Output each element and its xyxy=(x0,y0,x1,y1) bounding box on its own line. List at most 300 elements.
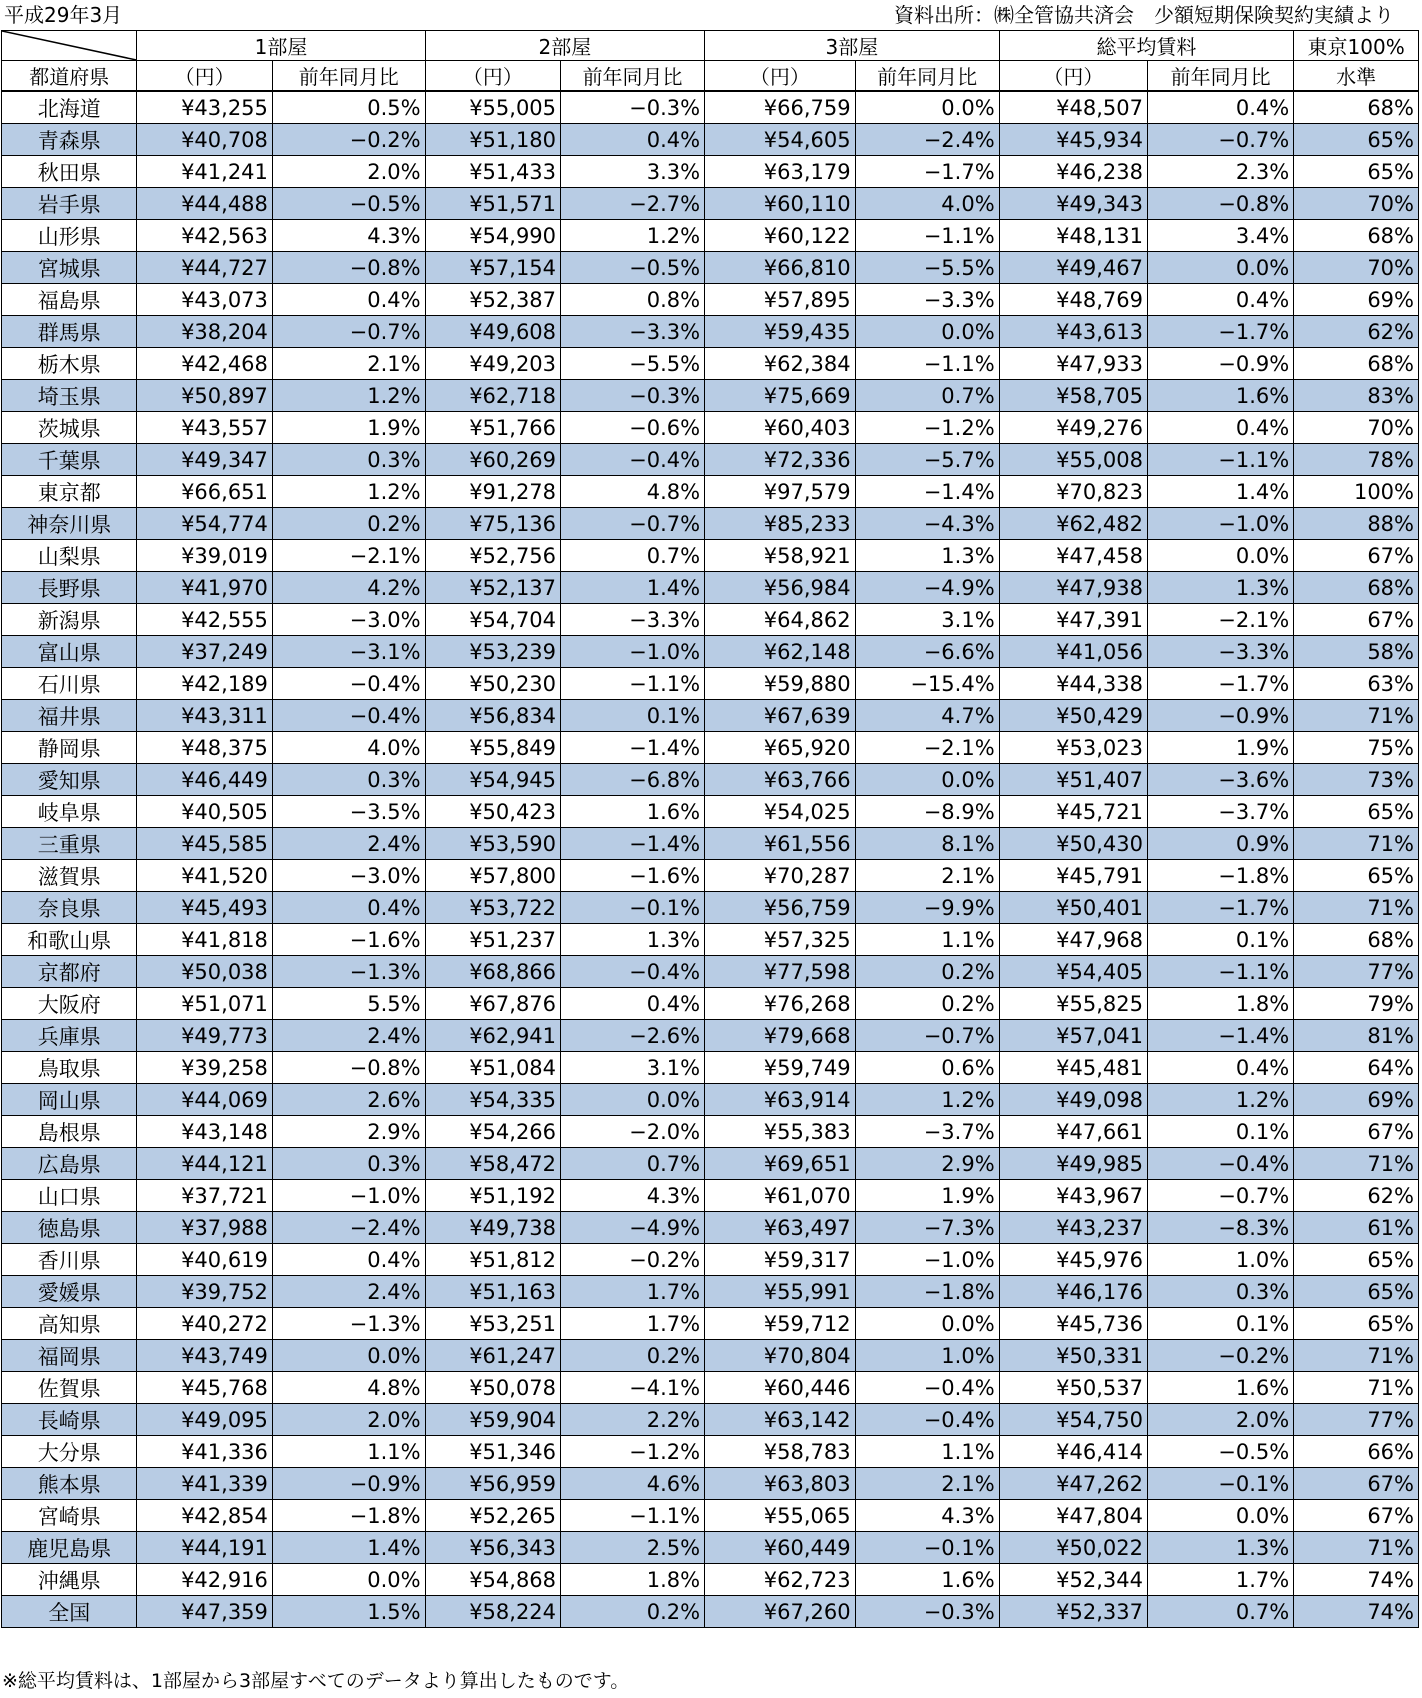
rent-average-cell: ¥50,401 xyxy=(999,892,1147,924)
yoy-2room-cell: −6.8% xyxy=(561,764,705,796)
rent-average-cell: ¥50,537 xyxy=(999,1372,1147,1404)
table-row xyxy=(2,1244,1419,1276)
tokyo-level-cell: 67% xyxy=(1294,1500,1419,1532)
yoy-2room-cell: 0.8% xyxy=(561,284,705,316)
tokyo-level-cell: 75% xyxy=(1294,732,1419,764)
tokyo-level-cell: 70% xyxy=(1294,252,1419,284)
rent-2room-cell: ¥51,084 xyxy=(425,1052,560,1084)
rent-3room-cell: ¥65,920 xyxy=(705,732,856,764)
rent-3room-cell: ¥59,317 xyxy=(705,1244,856,1276)
yoy-1room-cell: −1.8% xyxy=(272,1500,425,1532)
yoy-2room-cell: 0.0% xyxy=(561,1084,705,1116)
yoy-3room-cell: 1.1% xyxy=(855,924,999,956)
rent-2room-cell: ¥62,718 xyxy=(425,380,560,412)
rent-2room-cell: ¥54,266 xyxy=(425,1116,560,1148)
yoy-2room-cell: 0.2% xyxy=(561,1340,705,1372)
table-row xyxy=(2,1596,1419,1628)
yoy-2room-cell: 4.8% xyxy=(561,476,705,508)
rent-2room-cell: ¥54,945 xyxy=(425,764,560,796)
table-row xyxy=(2,1532,1419,1564)
yoy-1room-cell: −3.0% xyxy=(272,604,425,636)
yoy-3room-cell: 0.0% xyxy=(855,316,999,348)
rent-average-cell: ¥46,238 xyxy=(999,156,1147,188)
rent-2room-cell: ¥52,756 xyxy=(425,540,560,572)
table-row xyxy=(2,348,1419,380)
rent-2room-cell: ¥52,387 xyxy=(425,284,560,316)
yoy-2room-cell: −0.5% xyxy=(561,252,705,284)
rent-2room-cell: ¥56,959 xyxy=(425,1468,560,1500)
rent-1room-cell: ¥45,768 xyxy=(137,1372,272,1404)
yoy-average-cell: −1.0% xyxy=(1148,508,1294,540)
rent-average-cell: ¥49,098 xyxy=(999,1084,1147,1116)
rent-1room-cell: ¥66,651 xyxy=(137,476,272,508)
rent-1room-cell: ¥41,241 xyxy=(137,156,272,188)
rent-3room-cell: ¥64,862 xyxy=(705,604,856,636)
tokyo-level-cell: 62% xyxy=(1294,316,1419,348)
yoy-3room-cell: 0.7% xyxy=(855,380,999,412)
rent-3room-cell: ¥57,895 xyxy=(705,284,856,316)
table-row xyxy=(2,1372,1419,1404)
rent-3room-cell: ¥60,110 xyxy=(705,188,856,220)
rent-average-cell: ¥45,976 xyxy=(999,1244,1147,1276)
rent-1room-cell: ¥42,854 xyxy=(137,1500,272,1532)
rent-3room-cell: ¥67,260 xyxy=(705,1596,856,1628)
yoy-1room-cell: −0.9% xyxy=(272,1468,425,1500)
prefecture-cell: 千葉県 xyxy=(2,444,137,476)
rent-average-cell: ¥49,343 xyxy=(999,188,1147,220)
yoy-average-cell: −1.4% xyxy=(1148,1020,1294,1052)
yoy-1room-cell: −0.8% xyxy=(272,252,425,284)
tokyo-level-cell: 69% xyxy=(1294,284,1419,316)
yoy-1room-cell: −1.3% xyxy=(272,1308,425,1340)
yoy-1room-cell: 5.5% xyxy=(272,988,425,1020)
rent-1room-cell: ¥43,255 xyxy=(137,91,272,124)
rent-1room-cell: ¥43,557 xyxy=(137,412,272,444)
yoy-average-cell: −1.7% xyxy=(1148,892,1294,924)
tokyo-level-cell: 74% xyxy=(1294,1596,1419,1628)
tokyo-level-cell: 65% xyxy=(1294,860,1419,892)
rent-1room-cell: ¥43,148 xyxy=(137,1116,272,1148)
yoy-2room-cell: −0.1% xyxy=(561,892,705,924)
rent-1room-cell: ¥54,774 xyxy=(137,508,272,540)
group-1room: 1部屋 xyxy=(137,31,425,61)
yoy-2room-cell: −1.2% xyxy=(561,1436,705,1468)
tokyo-level-cell: 73% xyxy=(1294,764,1419,796)
rent-3room-cell: ¥67,639 xyxy=(705,700,856,732)
tokyo-level-cell: 67% xyxy=(1294,1116,1419,1148)
yoy-average-cell: 0.9% xyxy=(1148,828,1294,860)
tokyo-level-cell: 81% xyxy=(1294,1020,1419,1052)
yoy-2room-cell: −1.4% xyxy=(561,732,705,764)
rent-2room-cell: ¥53,251 xyxy=(425,1308,560,1340)
yoy-3room-cell: 1.9% xyxy=(855,1180,999,1212)
prefecture-cell: 宮城県 xyxy=(2,252,137,284)
yoy-3room-cell: 8.1% xyxy=(855,828,999,860)
rent-1room-cell: ¥39,258 xyxy=(137,1052,272,1084)
table-row xyxy=(2,604,1419,636)
rent-average-cell: ¥44,338 xyxy=(999,668,1147,700)
tokyo-level-cell: 65% xyxy=(1294,1276,1419,1308)
rent-average-cell: ¥45,721 xyxy=(999,796,1147,828)
rent-average-cell: ¥49,276 xyxy=(999,412,1147,444)
rent-3room-cell: ¥56,984 xyxy=(705,572,856,604)
table-row xyxy=(2,924,1419,956)
yoy-2room-cell: 1.2% xyxy=(561,220,705,252)
yoy-2room-cell: 2.2% xyxy=(561,1404,705,1436)
yoy-2room-cell: 1.4% xyxy=(561,572,705,604)
rent-3room-cell: ¥59,435 xyxy=(705,316,856,348)
yoy-average-cell: 2.3% xyxy=(1148,156,1294,188)
yoy-3room-cell: −1.2% xyxy=(855,412,999,444)
rent-3room-cell: ¥72,336 xyxy=(705,444,856,476)
rent-2room-cell: ¥50,078 xyxy=(425,1372,560,1404)
rent-average-cell: ¥50,331 xyxy=(999,1340,1147,1372)
yoy-3room-cell: 2.9% xyxy=(855,1148,999,1180)
table-row xyxy=(2,316,1419,348)
yoy-2room-cell: 1.6% xyxy=(561,796,705,828)
report-date: 平成29年3月 xyxy=(4,3,123,27)
rent-2room-cell: ¥68,866 xyxy=(425,956,560,988)
table-row xyxy=(2,892,1419,924)
yoy-average-cell: −8.3% xyxy=(1148,1212,1294,1244)
rent-1room-cell: ¥40,505 xyxy=(137,796,272,828)
rent-average-cell: ¥53,023 xyxy=(999,732,1147,764)
rent-average-cell: ¥54,750 xyxy=(999,1404,1147,1436)
yoy-average-cell: −0.4% xyxy=(1148,1148,1294,1180)
rent-average-cell: ¥48,507 xyxy=(999,91,1147,124)
yoy-3room-cell: 0.2% xyxy=(855,988,999,1020)
yoy-2room-cell: −3.3% xyxy=(561,316,705,348)
tokyo-level-cell: 88% xyxy=(1294,508,1419,540)
rent-3room-cell: ¥55,383 xyxy=(705,1116,856,1148)
yoy-average-cell: −1.7% xyxy=(1148,668,1294,700)
yoy-average-cell: −0.8% xyxy=(1148,188,1294,220)
rent-3room-cell: ¥70,287 xyxy=(705,860,856,892)
rent-1room-cell: ¥44,121 xyxy=(137,1148,272,1180)
yoy-1room-cell: −2.1% xyxy=(272,540,425,572)
rent-average-cell: ¥48,769 xyxy=(999,284,1147,316)
table-row xyxy=(2,796,1419,828)
yoy-3room-cell: −1.7% xyxy=(855,156,999,188)
yoy-2room-cell: −2.0% xyxy=(561,1116,705,1148)
table-row xyxy=(2,1116,1419,1148)
table-row xyxy=(2,1340,1419,1372)
prefecture-cell: 神奈川県 xyxy=(2,508,137,540)
yoy-1room-cell: −1.0% xyxy=(272,1180,425,1212)
prefecture-cell: 富山県 xyxy=(2,636,137,668)
yoy-2room-cell: −4.1% xyxy=(561,1372,705,1404)
yoy-2room-cell: 0.4% xyxy=(561,124,705,156)
table-row xyxy=(2,91,1419,124)
yoy-average-cell: −2.1% xyxy=(1148,604,1294,636)
yoy-1room-cell: −3.5% xyxy=(272,796,425,828)
yoy-3room-cell: −3.3% xyxy=(855,284,999,316)
yoy-3room-cell: 4.3% xyxy=(855,1500,999,1532)
yoy-3room-cell: −4.3% xyxy=(855,508,999,540)
yoy-3room-cell: 2.1% xyxy=(855,1468,999,1500)
yoy-average-cell: 0.1% xyxy=(1148,1116,1294,1148)
group-average: 総平均賃料 xyxy=(999,31,1294,61)
rent-2room-cell: ¥50,230 xyxy=(425,668,560,700)
rent-average-cell: ¥43,613 xyxy=(999,316,1147,348)
yoy-3room-cell: −9.9% xyxy=(855,892,999,924)
yoy-3room-cell: −0.3% xyxy=(855,1596,999,1628)
rent-1room-cell: ¥41,339 xyxy=(137,1468,272,1500)
yoy-average-cell: 0.3% xyxy=(1148,1276,1294,1308)
rent-1room-cell: ¥49,347 xyxy=(137,444,272,476)
yoy-3room-cell: −2.4% xyxy=(855,124,999,156)
yoy-3room-cell: −0.4% xyxy=(855,1372,999,1404)
col-1room-yen: （円） xyxy=(137,61,272,92)
yoy-1room-cell: 0.3% xyxy=(272,444,425,476)
prefecture-cell: 長野県 xyxy=(2,572,137,604)
rent-average-cell: ¥45,791 xyxy=(999,860,1147,892)
col-2room-yoy: 前年同月比 xyxy=(561,61,705,92)
tokyo-level-cell: 64% xyxy=(1294,1052,1419,1084)
rent-1room-cell: ¥50,897 xyxy=(137,380,272,412)
yoy-1room-cell: 0.4% xyxy=(272,1244,425,1276)
tokyo-level-cell: 65% xyxy=(1294,1308,1419,1340)
rent-2room-cell: ¥53,590 xyxy=(425,828,560,860)
yoy-2room-cell: 1.7% xyxy=(561,1308,705,1340)
rent-1room-cell: ¥43,073 xyxy=(137,284,272,316)
rent-average-cell: ¥57,041 xyxy=(999,1020,1147,1052)
yoy-average-cell: −1.8% xyxy=(1148,860,1294,892)
rent-1room-cell: ¥40,272 xyxy=(137,1308,272,1340)
prefecture-cell: 岩手県 xyxy=(2,188,137,220)
yoy-3room-cell: −5.5% xyxy=(855,252,999,284)
yoy-1room-cell: 1.1% xyxy=(272,1436,425,1468)
yoy-1room-cell: 0.3% xyxy=(272,1148,425,1180)
rent-2room-cell: ¥56,834 xyxy=(425,700,560,732)
rent-average-cell: ¥49,467 xyxy=(999,252,1147,284)
prefecture-cell: 和歌山県 xyxy=(2,924,137,956)
yoy-average-cell: −0.7% xyxy=(1148,1180,1294,1212)
table-row xyxy=(2,444,1419,476)
rent-2room-cell: ¥49,203 xyxy=(425,348,560,380)
rent-average-cell: ¥52,344 xyxy=(999,1564,1147,1596)
tokyo-level-cell: 68% xyxy=(1294,91,1419,124)
tokyo-level-cell: 71% xyxy=(1294,1148,1419,1180)
rent-average-cell: ¥45,736 xyxy=(999,1308,1147,1340)
rent-2room-cell: ¥52,265 xyxy=(425,1500,560,1532)
yoy-1room-cell: 4.2% xyxy=(272,572,425,604)
rent-1room-cell: ¥49,773 xyxy=(137,1020,272,1052)
yoy-1room-cell: 2.0% xyxy=(272,1404,425,1436)
yoy-1room-cell: 0.2% xyxy=(272,508,425,540)
yoy-3room-cell: −1.4% xyxy=(855,476,999,508)
rent-average-cell: ¥47,391 xyxy=(999,604,1147,636)
rent-3room-cell: ¥63,179 xyxy=(705,156,856,188)
yoy-average-cell: 2.0% xyxy=(1148,1404,1294,1436)
rent-3room-cell: ¥63,914 xyxy=(705,1084,856,1116)
table-row xyxy=(2,1276,1419,1308)
rent-1room-cell: ¥41,520 xyxy=(137,860,272,892)
yoy-3room-cell: 1.6% xyxy=(855,1564,999,1596)
yoy-2room-cell: −1.6% xyxy=(561,860,705,892)
table-row xyxy=(2,1180,1419,1212)
yoy-average-cell: −3.6% xyxy=(1148,764,1294,796)
rent-2room-cell: ¥53,722 xyxy=(425,892,560,924)
header-row-columns xyxy=(2,61,1419,92)
tokyo-level-cell: 68% xyxy=(1294,348,1419,380)
rent-3room-cell: ¥66,810 xyxy=(705,252,856,284)
rent-3room-cell: ¥60,122 xyxy=(705,220,856,252)
yoy-1room-cell: −2.4% xyxy=(272,1212,425,1244)
yoy-1room-cell: 0.4% xyxy=(272,284,425,316)
tokyo-level-cell: 100% xyxy=(1294,476,1419,508)
yoy-1room-cell: −1.6% xyxy=(272,924,425,956)
rent-1room-cell: ¥44,069 xyxy=(137,1084,272,1116)
yoy-1room-cell: −1.3% xyxy=(272,956,425,988)
rent-2room-cell: ¥51,192 xyxy=(425,1180,560,1212)
rent-1room-cell: ¥41,970 xyxy=(137,572,272,604)
yoy-average-cell: 1.3% xyxy=(1148,1532,1294,1564)
yoy-average-cell: −0.2% xyxy=(1148,1340,1294,1372)
rent-3room-cell: ¥54,605 xyxy=(705,124,856,156)
rent-average-cell: ¥47,262 xyxy=(999,1468,1147,1500)
prefecture-cell: 岡山県 xyxy=(2,1084,137,1116)
yoy-average-cell: 1.6% xyxy=(1148,1372,1294,1404)
prefecture-cell: 福島県 xyxy=(2,284,137,316)
rent-1room-cell: ¥49,095 xyxy=(137,1404,272,1436)
rent-2room-cell: ¥67,876 xyxy=(425,988,560,1020)
yoy-3room-cell: −1.1% xyxy=(855,348,999,380)
rent-1room-cell: ¥45,493 xyxy=(137,892,272,924)
yoy-1room-cell: 4.0% xyxy=(272,732,425,764)
rent-2room-cell: ¥51,180 xyxy=(425,124,560,156)
tokyo-level-cell: 71% xyxy=(1294,892,1419,924)
rent-3room-cell: ¥77,598 xyxy=(705,956,856,988)
yoy-2room-cell: −1.0% xyxy=(561,636,705,668)
prefecture-cell: 福井県 xyxy=(2,700,137,732)
rent-3room-cell: ¥55,065 xyxy=(705,1500,856,1532)
yoy-1room-cell: −0.2% xyxy=(272,124,425,156)
table-row xyxy=(2,1212,1419,1244)
tokyo-level-cell: 61% xyxy=(1294,1212,1419,1244)
rent-2room-cell: ¥58,224 xyxy=(425,1596,560,1628)
yoy-3room-cell: 4.0% xyxy=(855,188,999,220)
tokyo-level-cell: 58% xyxy=(1294,636,1419,668)
rent-3room-cell: ¥59,749 xyxy=(705,1052,856,1084)
yoy-3room-cell: 0.6% xyxy=(855,1052,999,1084)
yoy-3room-cell: −7.3% xyxy=(855,1212,999,1244)
yoy-1room-cell: 1.9% xyxy=(272,412,425,444)
rent-average-cell: ¥48,131 xyxy=(999,220,1147,252)
table-row xyxy=(2,124,1419,156)
yoy-3room-cell: 3.1% xyxy=(855,604,999,636)
prefecture-cell: 山形県 xyxy=(2,220,137,252)
rent-3room-cell: ¥60,446 xyxy=(705,1372,856,1404)
yoy-average-cell: 1.7% xyxy=(1148,1564,1294,1596)
yoy-1room-cell: 4.8% xyxy=(272,1372,425,1404)
yoy-3room-cell: 1.2% xyxy=(855,1084,999,1116)
yoy-3room-cell: −0.1% xyxy=(855,1532,999,1564)
table-row xyxy=(2,764,1419,796)
tokyo-level-cell: 65% xyxy=(1294,796,1419,828)
rent-1room-cell: ¥44,727 xyxy=(137,252,272,284)
rent-average-cell: ¥47,661 xyxy=(999,1116,1147,1148)
rent-average-cell: ¥70,823 xyxy=(999,476,1147,508)
rent-2room-cell: ¥51,433 xyxy=(425,156,560,188)
prefecture-cell: 茨城県 xyxy=(2,412,137,444)
yoy-2room-cell: −1.1% xyxy=(561,668,705,700)
tokyo-level-cell: 62% xyxy=(1294,1180,1419,1212)
rent-1room-cell: ¥37,249 xyxy=(137,636,272,668)
yoy-1room-cell: 1.4% xyxy=(272,1532,425,1564)
rent-average-cell: ¥45,934 xyxy=(999,124,1147,156)
yoy-average-cell: 1.4% xyxy=(1148,476,1294,508)
yoy-2room-cell: 0.7% xyxy=(561,1148,705,1180)
yoy-1room-cell: 2.4% xyxy=(272,1020,425,1052)
footnote: ※総平均賃料は、1部屋から3部屋すべてのデータより算出したものです。 xyxy=(2,1670,630,1692)
col-3room-yoy: 前年同月比 xyxy=(855,61,999,92)
yoy-3room-cell: 0.2% xyxy=(855,956,999,988)
yoy-3room-cell: −1.8% xyxy=(855,1276,999,1308)
yoy-average-cell: −3.3% xyxy=(1148,636,1294,668)
prefecture-cell: 沖縄県 xyxy=(2,1564,137,1596)
tokyo-level-cell: 68% xyxy=(1294,220,1419,252)
tokyo-level-cell: 78% xyxy=(1294,444,1419,476)
yoy-average-cell: −3.7% xyxy=(1148,796,1294,828)
table-row xyxy=(2,1148,1419,1180)
yoy-1room-cell: −0.7% xyxy=(272,316,425,348)
rent-2room-cell: ¥51,812 xyxy=(425,1244,560,1276)
yoy-3room-cell: −1.0% xyxy=(855,1244,999,1276)
yoy-3room-cell: −6.6% xyxy=(855,636,999,668)
rent-3room-cell: ¥66,759 xyxy=(705,91,856,124)
yoy-2room-cell: 4.6% xyxy=(561,1468,705,1500)
rent-2room-cell: ¥58,472 xyxy=(425,1148,560,1180)
col-prefecture: 都道府県 xyxy=(2,61,137,92)
yoy-2room-cell: 3.3% xyxy=(561,156,705,188)
rent-1room-cell: ¥42,916 xyxy=(137,1564,272,1596)
rent-table xyxy=(1,30,1419,1628)
rent-2room-cell: ¥53,239 xyxy=(425,636,560,668)
table-row xyxy=(2,700,1419,732)
tokyo-level-cell: 71% xyxy=(1294,1340,1419,1372)
yoy-3room-cell: −15.4% xyxy=(855,668,999,700)
yoy-1room-cell: 0.0% xyxy=(272,1340,425,1372)
table-row xyxy=(2,1500,1419,1532)
tokyo-level-cell: 68% xyxy=(1294,924,1419,956)
rent-3room-cell: ¥58,783 xyxy=(705,1436,856,1468)
table-row xyxy=(2,668,1419,700)
tokyo-level-cell: 69% xyxy=(1294,1084,1419,1116)
tokyo-level-cell: 71% xyxy=(1294,828,1419,860)
yoy-1room-cell: 1.5% xyxy=(272,1596,425,1628)
tokyo-level-cell: 77% xyxy=(1294,1404,1419,1436)
rent-2room-cell: ¥50,423 xyxy=(425,796,560,828)
tokyo-level-cell: 65% xyxy=(1294,124,1419,156)
yoy-2room-cell: −0.2% xyxy=(561,1244,705,1276)
yoy-2room-cell: −4.9% xyxy=(561,1212,705,1244)
table-row xyxy=(2,1404,1419,1436)
yoy-average-cell: 0.0% xyxy=(1148,540,1294,572)
prefecture-cell: 埼玉県 xyxy=(2,380,137,412)
rent-1room-cell: ¥42,468 xyxy=(137,348,272,380)
yoy-3room-cell: −8.9% xyxy=(855,796,999,828)
yoy-2room-cell: −3.3% xyxy=(561,604,705,636)
yoy-2room-cell: −0.3% xyxy=(561,91,705,124)
corner-cell xyxy=(2,31,137,61)
rent-1room-cell: ¥51,071 xyxy=(137,988,272,1020)
rent-3room-cell: ¥59,880 xyxy=(705,668,856,700)
rent-1room-cell: ¥43,749 xyxy=(137,1340,272,1372)
yoy-3room-cell: −5.7% xyxy=(855,444,999,476)
rent-average-cell: ¥55,008 xyxy=(999,444,1147,476)
yoy-2room-cell: −0.4% xyxy=(561,444,705,476)
